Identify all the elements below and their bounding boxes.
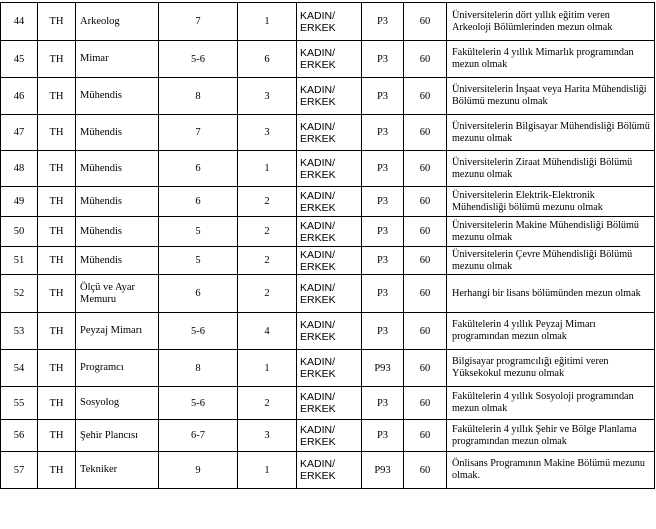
table-row [1,78,655,115]
table-row [1,313,655,350]
cell-unvan: Mühendis [76,151,159,187]
cell-kod: TH [38,275,76,313]
cell-nitelik: Fakültelerin 4 yıllık Mimarlık programından mezun olmak [447,41,655,78]
cell-unvan: Arkeolog [76,3,159,41]
cell-unvan: Mühendis [76,187,159,217]
cell-cinsiyet: KADIN/ ERKEK [297,3,362,41]
cell-adet: 1 [238,3,297,41]
cell-no: 51 [1,247,38,275]
cell-nitelik: Önlisans Programının Makine Bölümü mezunu olmak. [447,452,655,489]
cell-derece: 8 [159,350,238,387]
cell-puan: P3 [362,3,404,41]
cell-adet: 2 [238,275,297,313]
cell-adet: 1 [238,151,297,187]
cell-no: 56 [1,420,38,452]
cell-unvan: Mühendis [76,115,159,151]
cell-derece: 6 [159,275,238,313]
cell-derece: 9 [159,452,238,489]
cell-puan: P93 [362,350,404,387]
cell-derece: 5-6 [159,387,238,420]
cell-derece: 6-7 [159,420,238,452]
cell-unvan: Mühendis [76,247,159,275]
cell-puan: P3 [362,217,404,247]
cell-unvan: Peyzaj Mimarı [76,313,159,350]
cell-derece: 6 [159,151,238,187]
cell-taban: 60 [404,452,447,489]
cell-no: 46 [1,78,38,115]
cell-adet: 3 [238,115,297,151]
cell-derece: 5 [159,217,238,247]
cell-taban: 60 [404,247,447,275]
cell-adet: 2 [238,247,297,275]
cell-puan: P3 [362,275,404,313]
cell-taban: 60 [404,151,447,187]
cell-kod: TH [38,3,76,41]
cell-cinsiyet: KADIN/ ERKEK [297,78,362,115]
cell-puan: P93 [362,452,404,489]
cell-cinsiyet: KADIN/ ERKEK [297,452,362,489]
cell-taban: 60 [404,217,447,247]
cell-derece: 7 [159,3,238,41]
cell-no: 55 [1,387,38,420]
cell-no: 54 [1,350,38,387]
cell-nitelik: Üniversitelerin dört yıllık eğitim veren Arkeoloji Bölümlerinden mezun olmak [447,3,655,41]
cell-adet: 6 [238,41,297,78]
cell-derece: 5-6 [159,41,238,78]
cell-derece: 6 [159,187,238,217]
cell-kod: TH [38,217,76,247]
table-row [1,151,655,187]
table-row [1,387,655,420]
cell-adet: 1 [238,452,297,489]
cell-no: 45 [1,41,38,78]
cell-unvan: Programcı [76,350,159,387]
cell-kod: TH [38,452,76,489]
cell-no: 57 [1,452,38,489]
cell-cinsiyet: KADIN/ ERKEK [297,115,362,151]
cell-puan: P3 [362,420,404,452]
cell-taban: 60 [404,420,447,452]
cell-taban: 60 [404,41,447,78]
cell-taban: 60 [404,313,447,350]
cell-cinsiyet: KADIN/ ERKEK [297,217,362,247]
cell-unvan: Ölçü ve Ayar Memuru [76,275,159,313]
cell-kod: TH [38,247,76,275]
cell-derece: 7 [159,115,238,151]
cell-no: 44 [1,3,38,41]
cell-adet: 3 [238,420,297,452]
cell-taban: 60 [404,187,447,217]
cell-no: 53 [1,313,38,350]
positions-table [0,2,655,489]
cell-nitelik: Fakültelerin 4 yıllık Sosyoloji programından mezun olmak [447,387,655,420]
cell-cinsiyet: KADIN/ ERKEK [297,387,362,420]
cell-no: 50 [1,217,38,247]
table-row [1,275,655,313]
table-row [1,247,655,275]
cell-nitelik: Herhangi bir lisans bölümünden mezun olmak [447,275,655,313]
cell-unvan: Sosyolog [76,387,159,420]
table-row [1,187,655,217]
cell-adet: 2 [238,387,297,420]
cell-derece: 5-6 [159,313,238,350]
cell-nitelik: Üniversitelerin İnşaat veya Harita Mühendisliği Bölümü mezunu olmak [447,78,655,115]
cell-cinsiyet: KADIN/ ERKEK [297,247,362,275]
cell-unvan: Mimar [76,41,159,78]
cell-adet: 4 [238,313,297,350]
table-row [1,350,655,387]
cell-no: 48 [1,151,38,187]
cell-kod: TH [38,187,76,217]
cell-taban: 60 [404,115,447,151]
cell-taban: 60 [404,387,447,420]
table-row [1,217,655,247]
cell-adet: 1 [238,350,297,387]
cell-nitelik: Üniversitelerin Elektrik-Elektronik Mühendisliği bölümü mezunu olmak [447,187,655,217]
cell-cinsiyet: KADIN/ ERKEK [297,187,362,217]
cell-puan: P3 [362,41,404,78]
cell-cinsiyet: KADIN/ ERKEK [297,41,362,78]
cell-no: 47 [1,115,38,151]
cell-kod: TH [38,41,76,78]
cell-nitelik: Üniversitelerin Makine Mühendisliği Bölümü mezunu olmak [447,217,655,247]
cell-cinsiyet: KADIN/ ERKEK [297,420,362,452]
cell-taban: 60 [404,275,447,313]
cell-nitelik: Fakültelerin 4 yıllık Peyzaj Mimarı programından mezun olmak [447,313,655,350]
cell-puan: P3 [362,247,404,275]
table-row [1,41,655,78]
cell-unvan: Şehir Plancısı [76,420,159,452]
cell-cinsiyet: KADIN/ ERKEK [297,350,362,387]
cell-puan: P3 [362,151,404,187]
cell-adet: 2 [238,187,297,217]
cell-adet: 2 [238,217,297,247]
cell-kod: TH [38,78,76,115]
table-row [1,115,655,151]
cell-puan: P3 [362,78,404,115]
cell-nitelik: Bilgisayar programcılığı eğitimi veren Yüksekokul mezunu olmak [447,350,655,387]
cell-unvan: Mühendis [76,78,159,115]
cell-nitelik: Fakültelerin 4 yıllık Şehir ve Bölge Planlama programından mezun olmak [447,420,655,452]
cell-nitelik: Üniversitelerin Ziraat Mühendisliği Bölümü mezunu olmak [447,151,655,187]
cell-kod: TH [38,350,76,387]
cell-puan: P3 [362,115,404,151]
cell-puan: P3 [362,313,404,350]
cell-no: 52 [1,275,38,313]
cell-taban: 60 [404,350,447,387]
cell-puan: P3 [362,187,404,217]
cell-unvan: Tekniker [76,452,159,489]
cell-cinsiyet: KADIN/ ERKEK [297,151,362,187]
cell-puan: P3 [362,387,404,420]
table-row [1,3,655,41]
cell-cinsiyet: KADIN/ ERKEK [297,275,362,313]
cell-kod: TH [38,151,76,187]
cell-no: 49 [1,187,38,217]
cell-kod: TH [38,420,76,452]
cell-kod: TH [38,387,76,420]
cell-nitelik: Üniversitelerin Bilgisayar Mühendisliği Bölümü mezunu olmak [447,115,655,151]
cell-taban: 60 [404,78,447,115]
table-row [1,420,655,452]
cell-cinsiyet: KADIN/ ERKEK [297,313,362,350]
cell-derece: 5 [159,247,238,275]
cell-kod: TH [38,313,76,350]
table-row [1,452,655,489]
cell-nitelik: Üniversitelerin Çevre Mühendisliği Bölümü mezunu olmak [447,247,655,275]
cell-derece: 8 [159,78,238,115]
cell-adet: 3 [238,78,297,115]
cell-kod: TH [38,115,76,151]
cell-unvan: Mühendis [76,217,159,247]
cell-taban: 60 [404,3,447,41]
